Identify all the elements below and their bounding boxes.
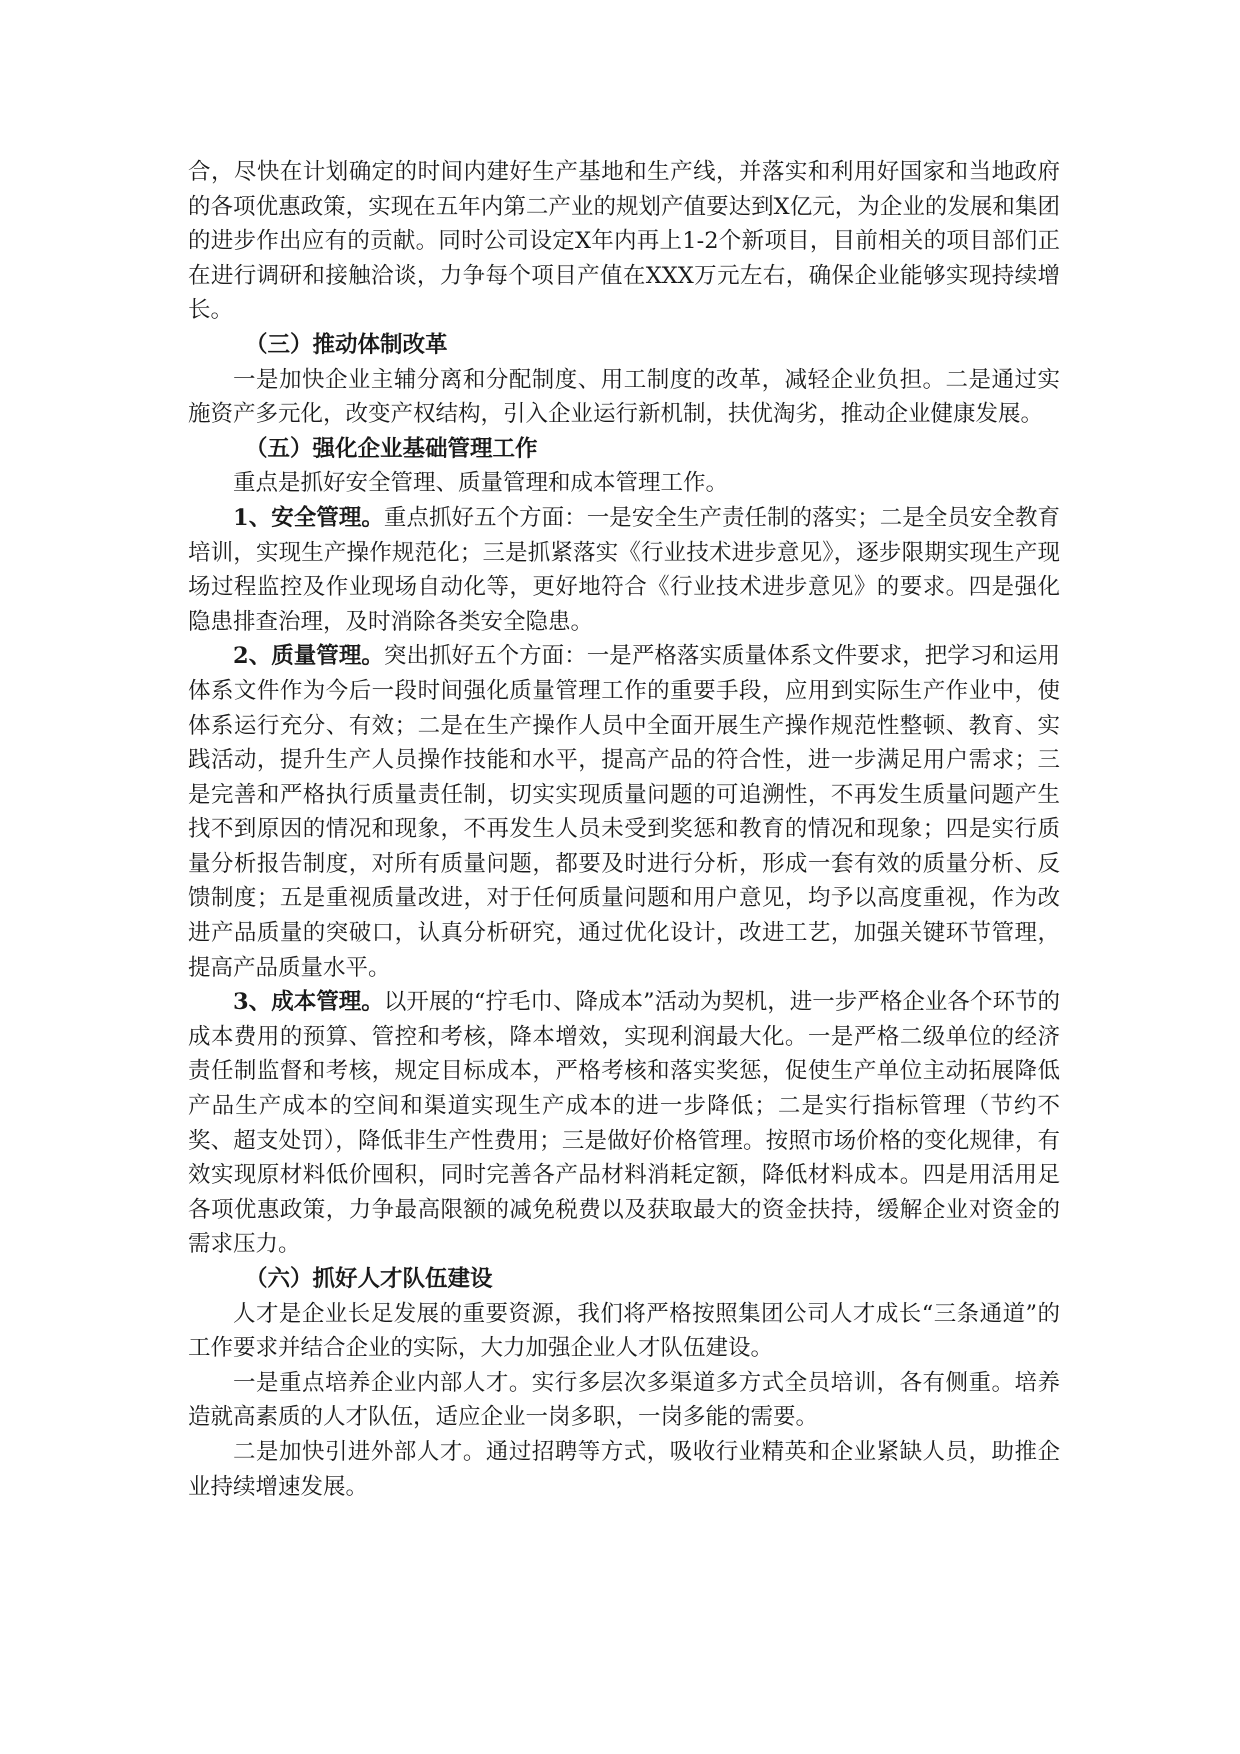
safety-text: 重点抓好五个方面：一是安全生产责任制的落实；二是全员安全教育培训，实现生产操作规范化；三是抓紧落实《行业技术进步意见》，逐步限期实现生产现场过程监控及作业现场自动化等，更好地符合《行业技术进步意见》的要求。四是强化隐患排查治理，及时消除各类安全隐患。	[188, 504, 1060, 635]
section-heading-talent: （六）抓好人才队伍建设	[245, 1266, 493, 1292]
management-intro-paragraph: 重点是抓好安全管理、质量管理和成本管理工作。	[233, 470, 729, 497]
quality-paragraph	[188, 639, 1060, 985]
talent-internal-paragraph: 一是重点培养企业内部人才。实行多层次多渠道多方式全员培训，各有侧重。培养造就高素质的人才队伍，适应企业一岗多职，一岗多能的需要。	[188, 1369, 1060, 1431]
quality-lead: 2、质量管理。	[233, 643, 384, 670]
intro-paragraph: 合，尽快在计划确定的时间内建好生产基地和生产线，并落实和利用好国家和当地政府的各项优惠政策，实现在五年内第二产业的规划产值要达到X亿元，为企业的发展和集团的进步作出应有的贡献。同时公司设定X年内再上1-2个新项目，目前相关的项目部们正在进行调研和接触洽谈，力争每个项目产值在XXX万元左右，确保企业能够实现持续增长。	[188, 159, 1060, 324]
talent-external-paragraph: 二是加快引进外部人才。通过招聘等方式，吸收行业精英和企业紧缺人员，助推企业持续增速发展。	[188, 1438, 1060, 1500]
talent-intro-paragraph: 人才是企业长足发展的重要资源，我们将严格按照集团公司人才成长“三条通道”的工作要求并结合企业的实际，大力加强企业人才队伍建设。	[188, 1300, 1060, 1362]
quality-text: 突出抓好五个方面：一是严格落实质量体系文件要求，把学习和运用体系文件作为今后一段时间强化质量管理工作的重要手段，应用到实际生产作业中，使体系运行充分、有效；二是在生产操作人员中全面开展生产操作规范性整顿、教育、实践活动，提升生产人员操作技能和水平，提高产品的符合性，进一步满足用户需求；三是完善和严格执行质量责任制，切实实现质量问题的可追溯性，不再发生质量问题产生找不到原因的情况和现象，不再发生人员未受到奖惩和教育的情况和现象；四是实行质量分析报告制度，对所有质量问题，都要及时进行分析，形成一套有效的质量分析、反馈制度；五是重视质量改进，对于任何质量问题和用户意见，均予以高度重视，作为改进产品质量的突破口，认真分析研究，通过优化设计，改进工艺，加强关键环节管理，提高产品质量水平。	[188, 643, 1060, 981]
cost-text: 以开展的“拧毛巾、降成本”活动为契机，进一步严格企业各个环节的成本费用的预算、管控和考核，降本增效，实现利润最大化。一是严格二级单位的经济责任制监督和考核，规定目标成本，严格考核和落实奖惩，促使生产单位主动拓展降低产品生产成本的空间和渠道实现生产成本的进一步降低；二是实行指标管理（节约不奖、超支处罚），降低非生产性费用；三是做好价格管理。按照市场价格的变化规律，有效实现原材料低价囤积，同时完善各产品材料消耗定额，降低材料成本。四是用活用足各项优惠政策，力争最高限额的减免税费以及获取最大的资金扶持，缓解企业对资金的需求压力。	[188, 989, 1060, 1258]
document-body	[188, 155, 1060, 1504]
safety-lead: 1、安全管理。	[233, 504, 384, 531]
section-heading-reform: （三）推动体制改革	[245, 331, 448, 358]
section-heading-management: （五）强化企业基础管理工作	[245, 435, 538, 462]
safety-paragraph	[188, 501, 1060, 639]
cost-paragraph	[188, 985, 1060, 1262]
cost-lead: 3、成本管理。	[233, 989, 384, 1016]
reform-paragraph: 一是加快企业主辅分离和分配制度、用工制度的改革，减轻企业负担。二是通过实施资产多元化，改变产权结构，引入企业运行新机制，扶优淘劣，推动企业健康发展。	[188, 366, 1060, 428]
